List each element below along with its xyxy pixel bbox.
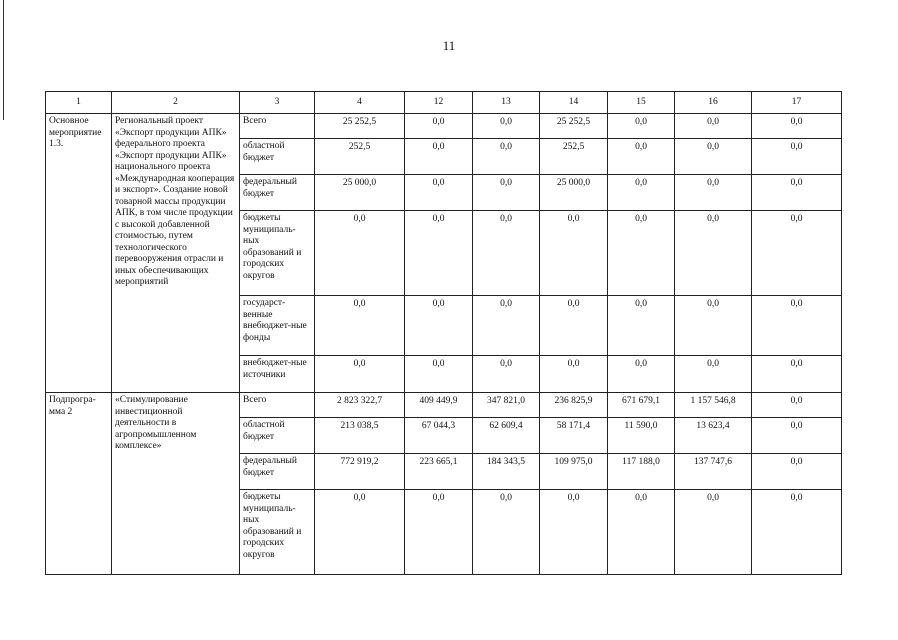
funding-source-cell: бюджеты муниципаль-ных образований и городских округов: [240, 211, 315, 296]
page-number: 11: [442, 38, 456, 53]
funding-source-cell: Всего: [240, 114, 315, 139]
value-cell: 0,0: [405, 211, 473, 296]
value-cell: 0,0: [473, 211, 540, 296]
value-cell: 58 171,4: [540, 418, 608, 454]
value-cell: 347 821,0: [473, 393, 540, 418]
value-cell: 0,0: [675, 211, 752, 296]
value-cell: 0,0: [675, 175, 752, 211]
value-cell: 0,0: [608, 139, 675, 175]
value-cell: 0,0: [540, 490, 608, 575]
value-cell: 0,0: [675, 139, 752, 175]
value-cell: 0,0: [540, 211, 608, 296]
value-cell: 0,0: [752, 454, 842, 490]
value-cell: 25 252,5: [315, 114, 405, 139]
value-cell: 0,0: [473, 175, 540, 211]
value-cell: 0,0: [405, 175, 473, 211]
value-cell: 0,0: [675, 296, 752, 356]
value-cell: 11 590,0: [608, 418, 675, 454]
value-cell: 1 157 546,8: [675, 393, 752, 418]
value-cell: 0,0: [405, 356, 473, 393]
value-cell: 0,0: [315, 211, 405, 296]
funding-source-cell: областной бюджет: [240, 418, 315, 454]
header-row: [46, 92, 842, 114]
table-row: [46, 114, 842, 139]
value-cell: 25 000,0: [540, 175, 608, 211]
value-cell: 0,0: [405, 114, 473, 139]
header-cell: 2: [112, 92, 240, 114]
value-cell: 0,0: [473, 296, 540, 356]
subprogram-code-cell: Подпрогра-мма 2: [46, 393, 112, 575]
header-cell: 14: [540, 92, 608, 114]
header-cell: 17: [752, 92, 842, 114]
header-cell: 4: [315, 92, 405, 114]
value-cell: 0,0: [608, 175, 675, 211]
value-cell: 0,0: [405, 490, 473, 575]
left-margin-rule: [3, 0, 4, 120]
value-cell: 109 975,0: [540, 454, 608, 490]
value-cell: 671 679,1: [608, 393, 675, 418]
value-cell: 213 038,5: [315, 418, 405, 454]
value-cell: 0,0: [752, 296, 842, 356]
header-cell: 1: [46, 92, 112, 114]
subprogram-name-cell: «Стимулирование инвестиционной деятельности в агропромышленном комплексе»: [112, 393, 240, 575]
event-code-cell: Основное мероприятие 1.3.: [46, 114, 112, 393]
value-cell: 772 919,2: [315, 454, 405, 490]
value-cell: 0,0: [608, 356, 675, 393]
value-cell: 62 609,4: [473, 418, 540, 454]
value-cell: 252,5: [540, 139, 608, 175]
event-name-cell: Региональный проект «Экспорт продукции АПК» федерального проекта «Экспорт продукции АПК» национального проекта «Международная кооперация и экспорт». Создание новой товарной массы продукции АПК, в том числе продукции с высокой добавленной стоимостью, путем технологического перевооружения отрасли и иных обеспечивающих мероприятий: [112, 114, 240, 393]
value-cell: 0,0: [315, 296, 405, 356]
funding-source-cell: бюджеты муниципаль-ных образований и городских округов: [240, 490, 315, 575]
value-cell: 236 825,9: [540, 393, 608, 418]
value-cell: 67 044,3: [405, 418, 473, 454]
value-cell: 117 188,0: [608, 454, 675, 490]
value-cell: 223 665,1: [405, 454, 473, 490]
value-cell: 0,0: [473, 356, 540, 393]
value-cell: 409 449,9: [405, 393, 473, 418]
funding-source-cell: внебюджет-ные источники: [240, 356, 315, 393]
value-cell: 25 252,5: [540, 114, 608, 139]
table-row: [46, 393, 842, 418]
value-cell: 13 623,4: [675, 418, 752, 454]
funding-source-cell: государст-венные внебюджет-ные фонды: [240, 296, 315, 356]
value-cell: 0,0: [315, 490, 405, 575]
value-cell: 0,0: [752, 139, 842, 175]
value-cell: 0,0: [752, 175, 842, 211]
value-cell: 0,0: [752, 114, 842, 139]
value-cell: 0,0: [540, 356, 608, 393]
value-cell: 0,0: [608, 211, 675, 296]
value-cell: 0,0: [473, 490, 540, 575]
funding-source-cell: федеральный бюджет: [240, 454, 315, 490]
header-cell: 12: [405, 92, 473, 114]
value-cell: 0,0: [540, 296, 608, 356]
value-cell: 0,0: [315, 356, 405, 393]
funding-source-cell: федеральный бюджет: [240, 175, 315, 211]
header-cell: 15: [608, 92, 675, 114]
value-cell: 0,0: [405, 296, 473, 356]
value-cell: 0,0: [752, 418, 842, 454]
value-cell: 252,5: [315, 139, 405, 175]
value-cell: 0,0: [473, 114, 540, 139]
header-cell: 3: [240, 92, 315, 114]
value-cell: 0,0: [752, 393, 842, 418]
header-cell: 16: [675, 92, 752, 114]
funding-source-cell: Всего: [240, 393, 315, 418]
value-cell: 0,0: [752, 356, 842, 393]
header-cell: 13: [473, 92, 540, 114]
value-cell: 137 747,6: [675, 454, 752, 490]
funding-source-cell: областной бюджет: [240, 139, 315, 175]
value-cell: 0,0: [675, 490, 752, 575]
value-cell: 0,0: [473, 139, 540, 175]
budget-table: [45, 91, 842, 575]
value-cell: 0,0: [752, 490, 842, 575]
value-cell: 25 000,0: [315, 175, 405, 211]
value-cell: 0,0: [405, 139, 473, 175]
value-cell: 0,0: [608, 296, 675, 356]
value-cell: 0,0: [608, 114, 675, 139]
value-cell: 0,0: [752, 211, 842, 296]
value-cell: 184 343,5: [473, 454, 540, 490]
value-cell: 0,0: [675, 114, 752, 139]
value-cell: 0,0: [675, 356, 752, 393]
value-cell: 2 823 322,7: [315, 393, 405, 418]
value-cell: 0,0: [608, 490, 675, 575]
